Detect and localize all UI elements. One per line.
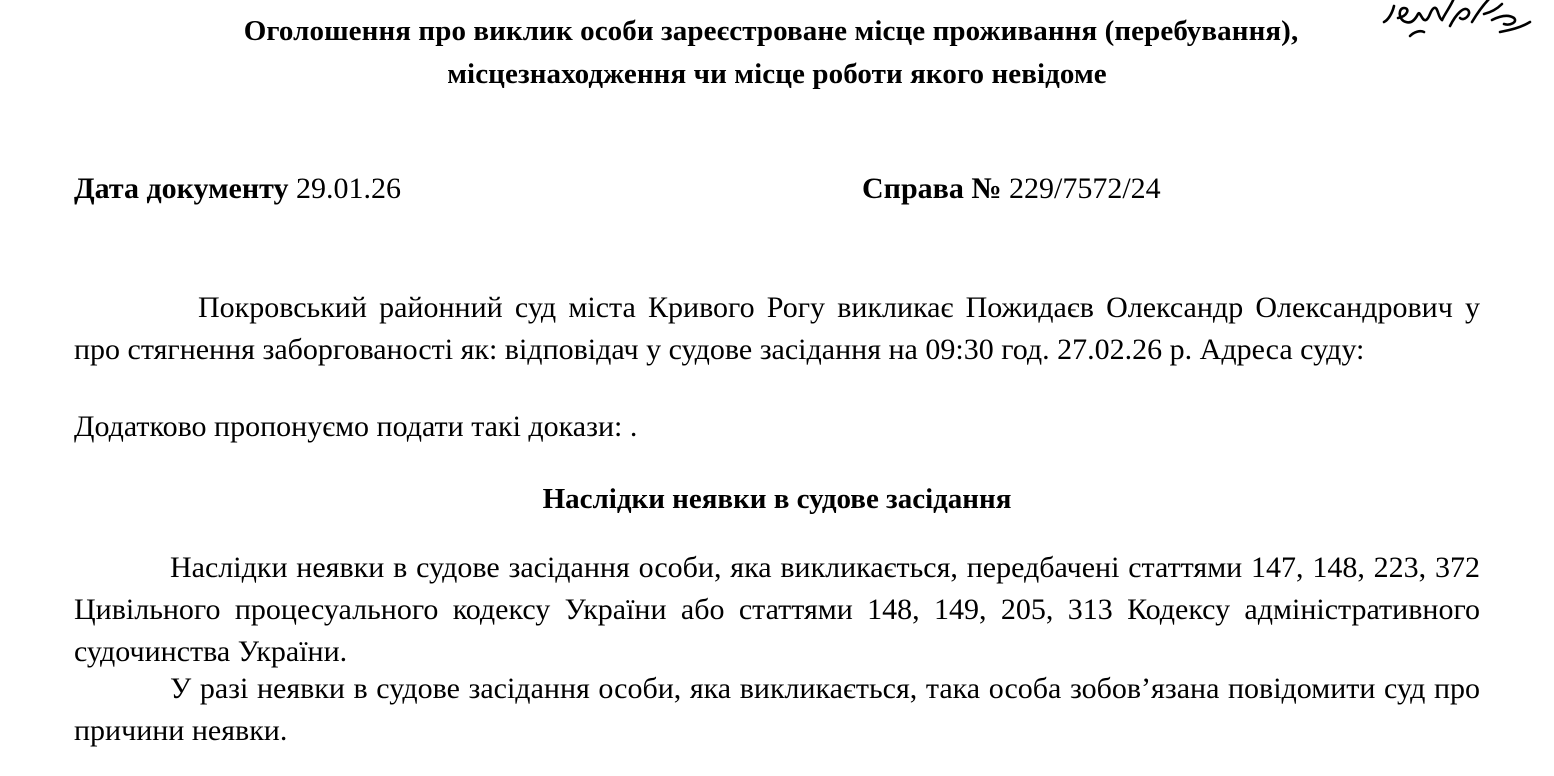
case-number (862, 170, 1161, 208)
case-number-label: Справа № (862, 172, 1002, 205)
notice-title-line-2: місцезнаходження чи місце роботи якого невідоме (447, 58, 1107, 90)
document-date-value: 29.01.26 (295, 172, 401, 205)
consequences-heading: Наслідки неявки в судове засідання (542, 483, 1012, 515)
consequences-paragraph: Наслідки неявки в судове засідання особи, яка викликається, передбачені статтями 147, 148, 223, 372 Цивільного процесуального кодексу України або статтями 148, 149, 205, 313 Кодексу адміністративного судочинства України. (74, 551, 1480, 668)
document-date-label: Дата документу (74, 172, 289, 205)
evidence-paragraph: Додатково пропонуємо подати такі докази: . (74, 410, 638, 443)
obligation-paragraph: У разі неявки в судове засідання особи, яка викликається, така особа зобов’язана повідомити суд про причини неявки. (74, 672, 1480, 747)
document-date (74, 170, 401, 208)
notice-title-line-1: Оголошення про виклик особи зареєстроване місце проживання (перебування), (243, 15, 1299, 47)
case-number-value: 229/7572/24 (1008, 172, 1161, 205)
summons-paragraph: Покровський районний суд міста Кривого Рогу викликає Пожидаєв Олександр Олександрович у про стягнення заборгованості як: відповідач у судове засідання на 09:30 год. 27.02.26 р. Адреса суду: (74, 291, 1480, 366)
